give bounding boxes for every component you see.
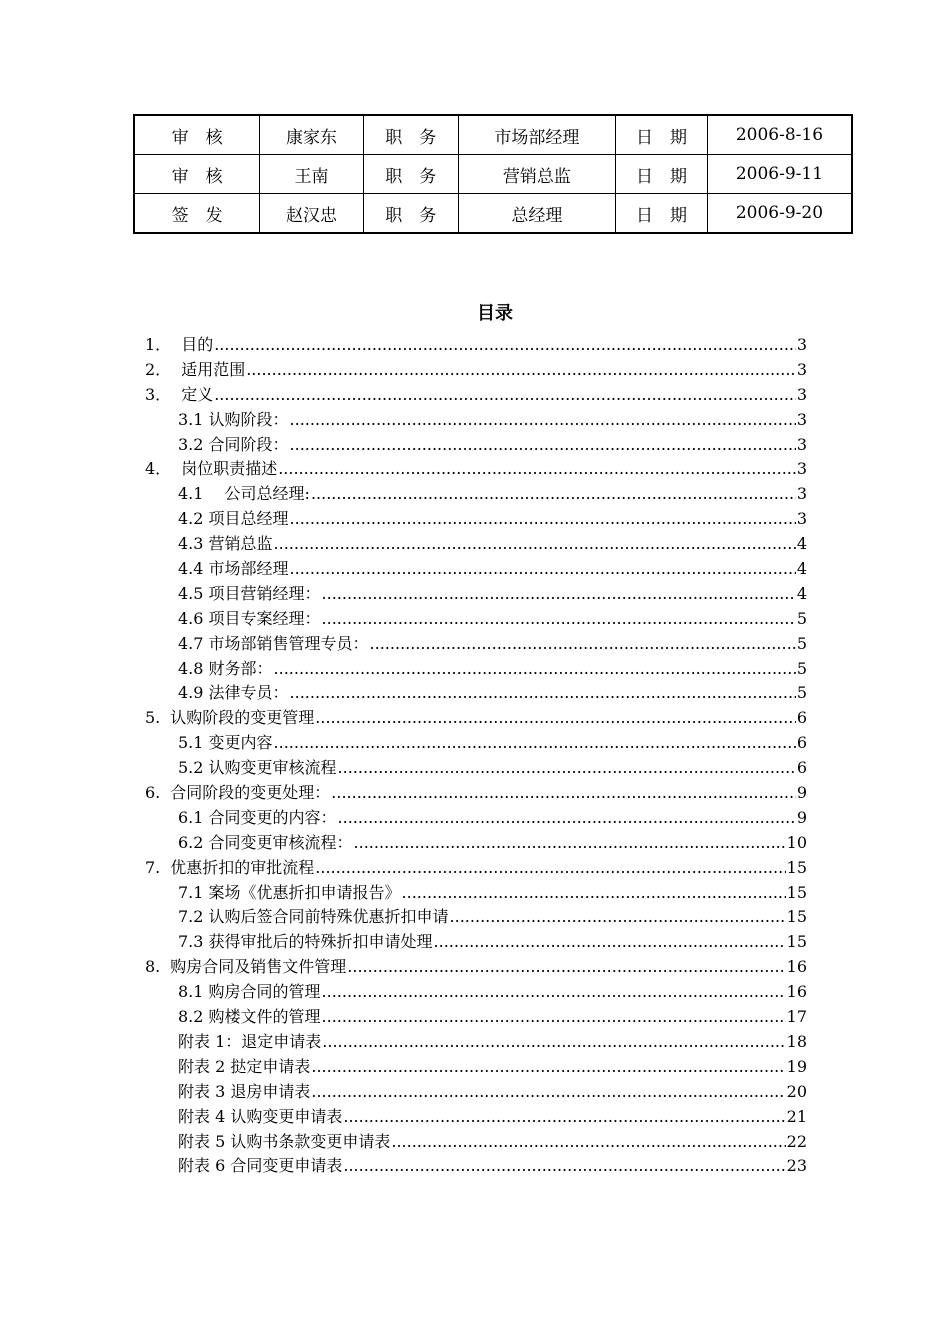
approval-cell-date-label: 日 期 xyxy=(616,115,708,155)
toc-entry-title: 4.9 法律专员： xyxy=(178,683,289,703)
toc-entry[interactable] xyxy=(145,507,807,532)
toc-entry[interactable] xyxy=(145,955,807,980)
toc-entry-title: 4.8 财务部： xyxy=(178,658,273,678)
approval-cell-date-label: 日 期 xyxy=(616,155,708,194)
toc-leader-dots xyxy=(214,333,796,358)
approval-cell-duty-label: 职 务 xyxy=(363,115,458,155)
toc-entry[interactable] xyxy=(145,582,807,607)
approval-cell-date-label: 日 期 xyxy=(616,194,708,234)
toc-entry-title: 8.2 购楼文件的管理 xyxy=(178,1007,321,1027)
approval-cell-duty: 营销总监 xyxy=(458,155,615,194)
toc-entry-number: 2． xyxy=(145,359,172,379)
toc-entry[interactable] xyxy=(145,333,807,358)
approval-cell-date: 2006-9-20 xyxy=(707,194,852,234)
toc-entry-title: 4.2 项目总经理 xyxy=(178,509,289,529)
toc-entry-page: 3 xyxy=(796,409,807,429)
toc-entry-page: 3 xyxy=(796,335,807,354)
approval-cell-date: 2006-8-16 xyxy=(707,115,852,155)
toc-entry-title: 4.3 营销总监 xyxy=(178,534,273,554)
approval-cell-name: 康家东 xyxy=(260,115,364,155)
toc-entry-title: 8.1 购房合同的管理 xyxy=(178,982,321,1002)
toc-entry-page: 16 xyxy=(786,957,807,977)
toc-entry[interactable] xyxy=(145,1055,807,1080)
toc-entry-page: 4 xyxy=(796,559,807,579)
toc-entry-page: 23 xyxy=(786,1156,807,1176)
toc-entry-page: 6 xyxy=(796,708,807,728)
toc-leader-dots xyxy=(338,756,796,781)
toc-leader-dots xyxy=(274,532,796,557)
toc-entry-page: 3 xyxy=(796,509,807,529)
toc-entry-title: 6.2 合同变更审核流程： xyxy=(178,832,353,852)
toc-entry[interactable] xyxy=(145,1130,807,1155)
toc-entry-page: 5 xyxy=(796,633,807,653)
approval-row xyxy=(134,155,852,194)
toc-entry[interactable] xyxy=(145,1080,807,1105)
toc-entry-title: 附表 3 退房申请表 xyxy=(178,1081,311,1101)
toc-entry-page: 5 xyxy=(796,658,807,678)
toc-entry-page: 17 xyxy=(786,1007,807,1027)
toc-entry-page: 4 xyxy=(796,583,807,603)
toc-entry-number: 3． xyxy=(145,384,172,404)
toc-entry-page: 10 xyxy=(786,832,807,852)
toc-leader-dots xyxy=(315,706,796,731)
approval-cell-duty: 总经理 xyxy=(458,194,615,234)
toc-entry-title: 3.2 合同阶段： xyxy=(178,434,289,454)
toc-entry-page: 22 xyxy=(786,1131,807,1151)
toc-entry-title: 附表 6 合同变更申请表 xyxy=(178,1156,343,1176)
toc-entry[interactable] xyxy=(145,930,807,955)
toc-leader-dots xyxy=(343,1105,785,1130)
toc-entry-title: 定义 xyxy=(181,384,214,404)
toc-entry-title: 认购阶段的变更管理 xyxy=(170,708,315,728)
toc-leader-dots xyxy=(290,408,796,433)
toc-entry-page: 15 xyxy=(786,857,807,877)
toc-entry-page: 18 xyxy=(786,1031,807,1051)
toc-entry[interactable] xyxy=(145,856,807,881)
toc-entry-page: 5 xyxy=(796,683,807,703)
toc-entry-page: 20 xyxy=(786,1081,807,1101)
toc-leader-dots xyxy=(370,632,796,657)
toc-entry-title: 4.4 市场部经理 xyxy=(178,559,289,579)
toc-entry-number: 8. xyxy=(145,957,161,977)
table-of-contents xyxy=(145,333,807,1179)
approval-cell-role: 审 核 xyxy=(134,115,260,155)
toc-entry-number: 6. xyxy=(145,783,161,803)
toc-entry[interactable] xyxy=(145,731,807,756)
approval-cell-name: 赵汉忠 xyxy=(260,194,364,234)
toc-leader-dots xyxy=(402,881,786,906)
toc-leader-dots xyxy=(315,856,785,881)
toc-entry[interactable] xyxy=(145,1154,807,1179)
toc-entry[interactable] xyxy=(145,383,807,408)
toc-leader-dots xyxy=(354,831,786,856)
toc-entry[interactable] xyxy=(145,756,807,781)
approval-table xyxy=(133,114,853,234)
toc-entry-title: 购房合同及销售文件管理 xyxy=(170,957,347,977)
toc-leader-dots xyxy=(290,557,796,582)
toc-entry-page: 19 xyxy=(786,1056,807,1076)
toc-leader-dots xyxy=(322,980,786,1005)
toc-entry[interactable] xyxy=(145,408,807,433)
approval-cell-name: 王南 xyxy=(260,155,364,194)
toc-entry-number: 5. xyxy=(145,708,161,728)
approval-cell-date: 2006-9-11 xyxy=(707,155,852,194)
approval-row xyxy=(134,194,852,234)
toc-leader-dots xyxy=(311,1055,785,1080)
toc-leader-dots xyxy=(331,781,796,806)
toc-entry[interactable] xyxy=(145,681,807,706)
toc-entry[interactable] xyxy=(145,607,807,632)
toc-entry[interactable] xyxy=(145,557,807,582)
toc-entry-page: 9 xyxy=(796,807,807,827)
toc-entry-number: 1． xyxy=(145,335,172,354)
toc-entry-title: 附表 1：退定申请表 xyxy=(178,1031,322,1051)
toc-leader-dots xyxy=(290,681,796,706)
toc-leader-dots xyxy=(391,1130,785,1155)
toc-entry-page: 21 xyxy=(786,1106,807,1126)
toc-entry-title: 5.1 变更内容 xyxy=(178,733,273,753)
toc-entry[interactable] xyxy=(145,433,807,458)
toc-entry-number: 7. xyxy=(145,857,161,877)
toc-entry-title: 岗位职责描述 xyxy=(181,459,278,479)
toc-leader-dots xyxy=(338,806,796,831)
toc-leader-dots xyxy=(290,507,796,532)
toc-leader-dots xyxy=(214,383,796,408)
approval-cell-role: 审 核 xyxy=(134,155,260,194)
toc-entry-page: 15 xyxy=(786,882,807,902)
toc-entry-number: 4． xyxy=(145,459,172,479)
toc-entry[interactable] xyxy=(145,706,807,731)
toc-entry-page: 3 xyxy=(796,484,807,504)
toc-entry[interactable] xyxy=(145,806,807,831)
toc-leader-dots xyxy=(322,1030,785,1055)
toc-entry[interactable] xyxy=(145,1030,807,1055)
toc-entry[interactable] xyxy=(145,532,807,557)
toc-entry[interactable] xyxy=(145,632,807,657)
toc-entry-page: 3 xyxy=(796,359,807,379)
toc-leader-dots xyxy=(311,482,796,507)
approval-row xyxy=(134,115,852,155)
toc-entry-page: 9 xyxy=(796,783,807,803)
toc-leader-dots xyxy=(322,582,796,607)
toc-entry-page: 6 xyxy=(796,733,807,753)
toc-entry[interactable] xyxy=(145,980,807,1005)
toc-entry-title: 5.2 认购变更审核流程 xyxy=(178,758,337,778)
toc-leader-dots xyxy=(322,1005,786,1030)
toc-entry-title: 7.2 认购后签合同前特殊优惠折扣申请 xyxy=(178,907,449,927)
toc-entry-title: 合同阶段的变更处理： xyxy=(170,783,331,803)
toc-entry-page: 15 xyxy=(786,932,807,952)
toc-entry[interactable] xyxy=(145,905,807,930)
toc-entry-title: 3.1 认购阶段： xyxy=(178,409,289,429)
toc-entry-title: 6.1 合同变更的内容： xyxy=(178,807,337,827)
toc-entry-title: 4.1 公司总经理: xyxy=(178,484,310,504)
toc-entry[interactable] xyxy=(145,457,807,482)
toc-entry-title: 附表 4 认购变更申请表 xyxy=(178,1106,343,1126)
approval-cell-duty: 市场部经理 xyxy=(458,115,615,155)
toc-leader-dots xyxy=(311,1080,785,1105)
toc-entry[interactable] xyxy=(145,881,807,906)
toc-entry[interactable] xyxy=(145,482,807,507)
toc-entry[interactable] xyxy=(145,657,807,682)
toc-leader-dots xyxy=(347,955,785,980)
toc-entry-title: 目的 xyxy=(181,335,214,354)
toc-entry-page: 3 xyxy=(796,459,807,479)
toc-entry[interactable] xyxy=(145,358,807,383)
toc-entry[interactable] xyxy=(145,831,807,856)
toc-entry-title: 4.7 市场部销售管理专员： xyxy=(178,633,369,653)
toc-entry[interactable] xyxy=(145,781,807,806)
toc-leader-dots xyxy=(274,657,796,682)
toc-leader-dots xyxy=(450,905,786,930)
toc-entry-page: 15 xyxy=(786,907,807,927)
toc-title: 目录 xyxy=(477,303,513,324)
toc-entry-page: 3 xyxy=(796,434,807,454)
toc-entry-page: 3 xyxy=(796,384,807,404)
toc-leader-dots xyxy=(343,1154,785,1179)
toc-entry-title: 附表 5 认购书条款变更申请表 xyxy=(178,1131,391,1151)
toc-entry-page: 6 xyxy=(796,758,807,778)
toc-leader-dots xyxy=(278,457,796,482)
toc-entry[interactable] xyxy=(145,1105,807,1130)
toc-entry-title: 附表 2 挞定申请表 xyxy=(178,1056,311,1076)
toc-entry-title: 4.5 项目营销经理： xyxy=(178,583,321,603)
toc-entry-page: 16 xyxy=(786,982,807,1002)
approval-cell-role: 签 发 xyxy=(134,194,260,234)
approval-cell-duty-label: 职 务 xyxy=(363,194,458,234)
toc-leader-dots xyxy=(246,358,796,383)
toc-entry[interactable] xyxy=(145,1005,807,1030)
approval-cell-duty-label: 职 务 xyxy=(363,155,458,194)
toc-entry-page: 4 xyxy=(796,534,807,554)
toc-leader-dots xyxy=(434,930,786,955)
toc-leader-dots xyxy=(322,607,796,632)
toc-entry-page: 5 xyxy=(796,608,807,628)
toc-leader-dots xyxy=(290,433,796,458)
toc-entry-title: 7.1 案场《优惠折扣申请报告》 xyxy=(178,882,401,902)
toc-entry-title: 适用范围 xyxy=(181,359,246,379)
toc-entry-title: 优惠折扣的审批流程 xyxy=(170,857,315,877)
toc-leader-dots xyxy=(274,731,796,756)
toc-entry-title: 4.6 项目专案经理： xyxy=(178,608,321,628)
toc-entry-title: 7.3 获得审批后的特殊折扣申请处理 xyxy=(178,932,433,952)
